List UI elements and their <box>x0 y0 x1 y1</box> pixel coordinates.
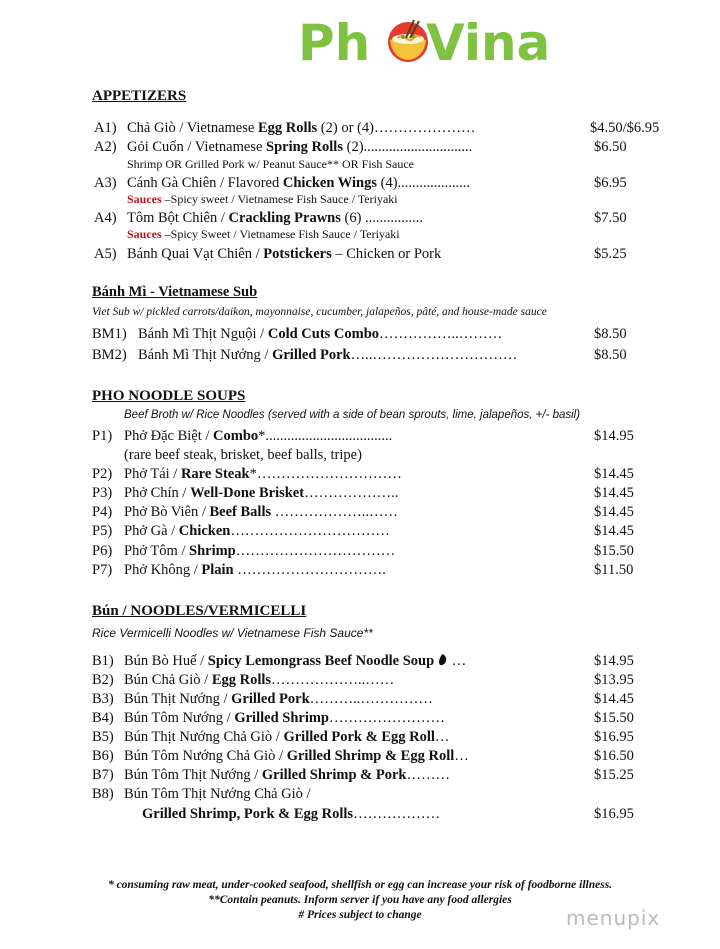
item-price: $15.25 <box>594 767 634 783</box>
chili-pepper-icon <box>438 653 448 666</box>
menu-item-b3 <box>0 690 720 708</box>
bun-subtitle: Rice Vermicelli Noodles w/ Vietnamese Fish Sauce** <box>92 626 373 640</box>
menu-item-bm1 <box>0 325 720 343</box>
menu-item-b8 <box>0 785 720 803</box>
menu-item-p7 <box>0 561 720 579</box>
menu-item-b7 <box>0 766 720 784</box>
pho-heading: PHO NOODLE SOUPS <box>92 388 246 404</box>
banhmi-heading: Bánh Mì - Vietnamese Sub <box>92 284 258 300</box>
item-price: $14.45 <box>594 691 634 707</box>
item-price: $8.50 <box>594 347 627 363</box>
logo-text-pho: Ph <box>298 14 371 72</box>
menu-item-b6 <box>0 747 720 765</box>
item-code: A5) <box>94 246 117 262</box>
item-code: P6) <box>92 543 113 559</box>
item-description: Bánh Mì Thịt Nguội / Cold Cuts Combo……………..……… <box>138 326 503 342</box>
item-code: A1) <box>94 120 117 136</box>
item-note-p1: (rare beef steak, brisket, beef balls, tripe) <box>124 447 362 463</box>
menu-item-a5 <box>0 245 720 263</box>
item-description: Bún Tôm Thịt Nướng Chả Giò / <box>124 786 311 802</box>
footer-raw-food-warning: * consuming raw meat, under-cooked seafood, shellfish or egg can increase your risk of foodborne illness. <box>107 879 613 891</box>
item-code: B2) <box>92 672 114 688</box>
item-description: Phở Gà / Chicken…………………………… <box>124 523 390 539</box>
item-description: Bánh Quai Vạt Chiên / Potstickers – Chicken or Pork <box>127 246 442 262</box>
item-price: $15.50 <box>594 543 634 559</box>
item-price: $14.45 <box>594 523 634 539</box>
item-code: B7) <box>92 767 114 783</box>
appetizers-heading: APPETIZERS <box>92 88 187 104</box>
logo-text-vina: Vina <box>426 14 551 72</box>
banhmi-subtitle: Viet Sub w/ pickled carrots/daikon, mayonnaise, cucumber, jalapeños, pâté, and house-made sauce <box>92 306 547 318</box>
menu-item-p4 <box>0 503 720 521</box>
item-code: P3) <box>92 485 113 501</box>
item-code: A3) <box>94 175 117 191</box>
item-description: Bún Bò Huế / Spicy Lemongrass Beef Noodle Soup … <box>124 653 467 669</box>
item-description: Phở Chín / Well-Done Brisket……………….. <box>124 485 399 501</box>
item-price: $6.95 <box>594 175 627 191</box>
item-code: BM2) <box>92 347 127 363</box>
pho-subtitle: Beef Broth w/ Rice Noodles (served with a side of bean sprouts, lime, jalapeños, +/- basil) <box>124 409 581 421</box>
item-price: $16.50 <box>594 748 634 764</box>
restaurant-logo <box>298 12 588 74</box>
item-description: Gỏi Cuốn / Vietnamese Spring Rolls (2).............................. <box>127 139 473 155</box>
item-description: Bún Thịt Nướng / Grilled Pork………..…………… <box>124 691 433 707</box>
item-code: BM1) <box>92 326 127 342</box>
item-code: B5) <box>92 729 114 745</box>
item-description: Bún Tôm Nướng / Grilled Shrimp…………………… <box>124 710 445 726</box>
item-description: Tôm Bột Chiên / Crackling Prawns (6) ................ <box>127 210 424 226</box>
item-code: B8) <box>92 786 114 802</box>
item-price: $4.50/$6.95 <box>590 120 660 136</box>
sauces-label: Sauces <box>127 227 162 241</box>
item-description: Chả Giò / Vietnamese Egg Rolls (2) or (4)………………… <box>127 120 476 136</box>
item-code: A2) <box>94 139 117 155</box>
item-description: Phở Tái / Rare Steak*………………………… <box>124 466 402 482</box>
item-price: $14.45 <box>594 485 634 501</box>
menupix-watermark: menupix <box>566 906 661 930</box>
item-price: $15.50 <box>594 710 634 726</box>
item-code: P1) <box>92 428 113 444</box>
item-description: Phở Bò Viên / Beef Balls ………………..…… <box>124 504 398 520</box>
menu-item-b2 <box>0 671 720 689</box>
menu-item-p1 <box>0 427 720 445</box>
item-note-a3: Sauces –Spicy sweet / Vietnamese Fish Sauce / Teriyaki <box>127 192 398 206</box>
item-description: Phở Đặc Biệt / Combo*................................... <box>124 428 393 444</box>
footer-price-note: # Prices subject to change <box>298 909 422 921</box>
item-price: $13.95 <box>594 672 634 688</box>
item-code: P4) <box>92 504 113 520</box>
menu-item-a2 <box>0 138 720 156</box>
item-price: $14.95 <box>594 428 634 444</box>
item-code: P2) <box>92 466 113 482</box>
item-description: Bún Tôm Nướng Chả Giò / Grilled Shrimp & Egg Roll… <box>124 748 469 764</box>
item-note-a4: Sauces –Spicy Sweet / Vietnamese Fish Sauce / Teriyaki <box>127 227 400 241</box>
item-code: A4) <box>94 210 117 226</box>
item-code: B6) <box>92 748 114 764</box>
bun-heading: Bún / NOODLES/VERMICELLI <box>92 603 307 619</box>
item-note-a2: Shrimp OR Grilled Pork w/ Peanut Sauce** OR Fish Sauce <box>127 157 414 171</box>
item-price: $11.50 <box>594 562 634 578</box>
menu-item-b8-line2 <box>0 805 720 823</box>
item-code: B1) <box>92 653 114 669</box>
item-code: B4) <box>92 710 114 726</box>
menu-item-a1 <box>0 119 720 137</box>
item-price: $7.50 <box>594 210 627 226</box>
item-code: P7) <box>92 562 113 578</box>
item-price: $16.95 <box>594 806 634 822</box>
menu-item-bm2 <box>0 346 720 364</box>
item-description: Bún Thịt Nướng Chả Giò / Grilled Pork & Egg Roll… <box>124 729 450 745</box>
item-price: $16.95 <box>594 729 634 745</box>
item-code: B3) <box>92 691 114 707</box>
item-description: Bún Tôm Thịt Nướng / Grilled Shrimp & Pork……… <box>124 767 450 783</box>
item-description: Bánh Mì Thịt Nướng / Grilled Pork…..………………………… <box>138 347 518 363</box>
menu-item-p5 <box>0 522 720 540</box>
item-description: Cánh Gà Chiên / Flavored Chicken Wings (4).................... <box>127 175 471 191</box>
footer-allergy-note: **Contain peanuts. Inform server if you have any food allergies <box>208 894 512 906</box>
item-price: $5.25 <box>594 246 627 262</box>
item-price: $14.95 <box>594 653 634 669</box>
item-price: $14.45 <box>594 504 634 520</box>
menu-item-p3 <box>0 484 720 502</box>
sauces-label: Sauces <box>127 192 162 206</box>
menu-item-a4 <box>0 209 720 227</box>
item-price: $6.50 <box>594 139 627 155</box>
menu-item-p2 <box>0 465 720 483</box>
item-description: Phở Không / Plain …………………………. <box>124 562 386 578</box>
pho-bowl-icon <box>384 16 432 64</box>
menu-item-a3 <box>0 174 720 192</box>
item-code: P5) <box>92 523 113 539</box>
item-description: Phở Tôm / Shrimp…………………………… <box>124 543 396 559</box>
menu-item-b5 <box>0 728 720 746</box>
item-description: Bún Chả Giò / Egg Rolls………………..…… <box>124 672 395 688</box>
menu-item-b1 <box>0 652 720 670</box>
item-description: Grilled Shrimp, Pork & Egg Rolls……………… <box>142 806 441 822</box>
item-price: $8.50 <box>594 326 627 342</box>
menu-item-p6 <box>0 542 720 560</box>
item-price: $14.45 <box>594 466 634 482</box>
menu-item-b4 <box>0 709 720 727</box>
